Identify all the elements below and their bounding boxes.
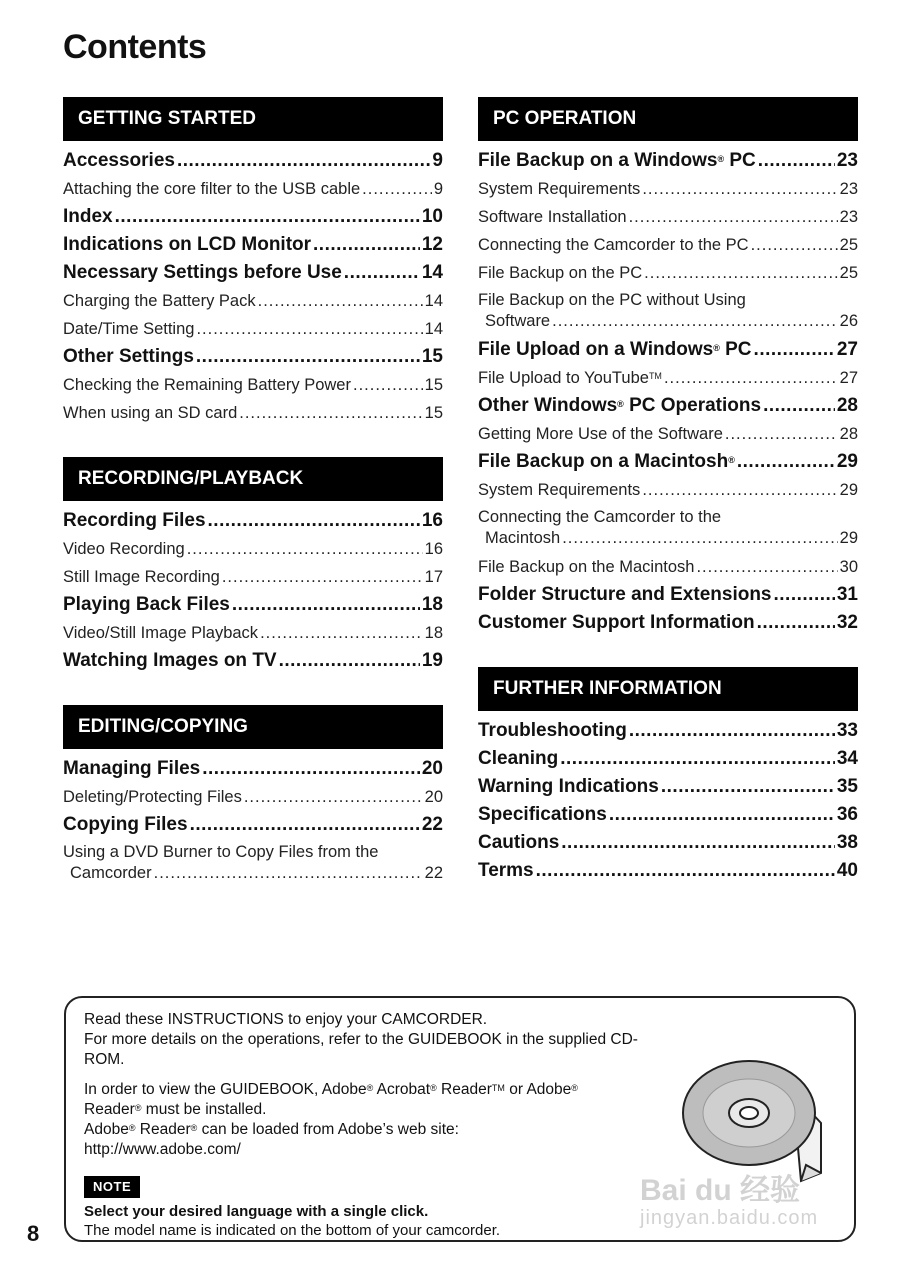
toc-entry-title bbox=[478, 745, 558, 773]
toc-entry-text: Terms bbox=[478, 860, 534, 881]
page-number: 8 bbox=[27, 1221, 40, 1246]
toc-entry-title bbox=[63, 647, 277, 675]
toc-entry-title bbox=[63, 619, 258, 647]
toc-entry[interactable] bbox=[478, 420, 858, 448]
note-bold-text: Select your desired language with a single click. bbox=[84, 1203, 429, 1220]
toc-entry-page: 23 bbox=[839, 180, 858, 198]
toc-entry-line2 bbox=[478, 311, 858, 332]
info-text-span: can be loaded from Adobe’s web site: bbox=[197, 1121, 459, 1138]
registered-mark: ® bbox=[190, 1123, 198, 1133]
dot-leader bbox=[196, 343, 420, 371]
toc-entry-text: Other Windows bbox=[478, 395, 618, 416]
toc-entry-title bbox=[478, 231, 749, 259]
toc-entry-text: Video Recording bbox=[63, 540, 185, 558]
toc-entry-title bbox=[63, 203, 113, 231]
watermark-url: jingyan.baidu.com bbox=[640, 1207, 819, 1229]
toc-entry-title bbox=[63, 811, 188, 839]
toc-entry-page: 29 bbox=[839, 481, 858, 499]
toc-entry-text: File Backup on the PC bbox=[478, 264, 643, 282]
toc-entry-page: 12 bbox=[421, 234, 443, 255]
toc-entry-page: 35 bbox=[836, 776, 858, 797]
toc-entry[interactable] bbox=[478, 829, 858, 857]
dot-leader bbox=[754, 336, 835, 364]
toc-entry-title bbox=[478, 175, 640, 203]
toc-entry-text-after: PC Operations bbox=[623, 395, 762, 416]
toc-entry-page: 15 bbox=[424, 376, 443, 394]
toc-entry[interactable] bbox=[478, 581, 858, 609]
dot-leader bbox=[202, 755, 420, 783]
dot-leader bbox=[561, 829, 835, 857]
toc-entry[interactable] bbox=[63, 175, 443, 203]
toc-entry[interactable] bbox=[478, 553, 858, 581]
dot-leader bbox=[609, 801, 835, 829]
toc-entry-page: 14 bbox=[424, 320, 443, 338]
toc-entry[interactable] bbox=[63, 287, 443, 315]
toc-entry[interactable] bbox=[478, 448, 858, 476]
toc-entry-title bbox=[478, 581, 772, 609]
dot-leader bbox=[258, 287, 423, 315]
toc-entry-page: 27 bbox=[836, 339, 858, 360]
toc-entry[interactable] bbox=[478, 476, 858, 504]
info-text-span: Reader bbox=[436, 1081, 492, 1098]
toc-entry-page: 30 bbox=[839, 558, 858, 576]
toc-entry-title-cont: Software bbox=[485, 312, 551, 330]
toc-entry-title bbox=[63, 259, 342, 287]
right-column bbox=[478, 97, 858, 915]
toc-entry-page: 38 bbox=[836, 832, 858, 853]
toc-entry-text: Video/Still Image Playback bbox=[63, 624, 259, 642]
section-header: FURTHER INFORMATION bbox=[478, 667, 858, 711]
toc-entry[interactable] bbox=[478, 507, 858, 549]
trademark-mark: ® bbox=[617, 399, 624, 409]
toc-entry-title bbox=[63, 231, 311, 259]
toc-entry-text: When using an SD card bbox=[63, 404, 238, 422]
dot-leader bbox=[536, 857, 835, 885]
note-badge: NOTE bbox=[84, 1176, 140, 1198]
toc-entry-page: 17 bbox=[424, 568, 443, 586]
toc-entry-text: Index bbox=[63, 206, 113, 227]
toc-entry-text: Connecting the Camcorder to the PC bbox=[478, 236, 749, 254]
toc-entry-page: 10 bbox=[421, 206, 443, 227]
toc-entry-page: 32 bbox=[836, 612, 858, 633]
dot-leader bbox=[661, 773, 835, 801]
toc-entry-page: 18 bbox=[421, 594, 443, 615]
toc-entry-title bbox=[63, 287, 256, 315]
toc-entry-page: 9 bbox=[432, 150, 443, 171]
toc-entry-title bbox=[478, 801, 607, 829]
section-header: PC OPERATION bbox=[478, 97, 858, 141]
toc-entry-text: Cleaning bbox=[478, 748, 559, 769]
trademark-mark: TM bbox=[648, 371, 662, 381]
toc-entry[interactable] bbox=[478, 717, 858, 745]
toc-entry-title bbox=[478, 420, 723, 448]
dot-leader bbox=[552, 311, 838, 332]
toc-entry-page: 15 bbox=[421, 346, 443, 367]
toc-entry[interactable] bbox=[478, 392, 858, 420]
dot-leader bbox=[244, 783, 423, 811]
toc-entry-text: Checking the Remaining Battery Power bbox=[63, 376, 351, 394]
watermark bbox=[640, 1165, 818, 1230]
toc-entry-text: File Upload to YouTube bbox=[478, 369, 649, 387]
dot-leader bbox=[279, 647, 420, 675]
toc-entry-title bbox=[63, 755, 200, 783]
toc-entry-page: 9 bbox=[433, 180, 443, 198]
toc-entry-text: File Upload on a Windows bbox=[478, 339, 714, 360]
dot-leader bbox=[774, 581, 835, 609]
toc-entry[interactable] bbox=[478, 336, 858, 364]
toc-entry[interactable] bbox=[478, 745, 858, 773]
toc-entry-page: 40 bbox=[836, 860, 858, 881]
toc-entry-title bbox=[478, 203, 627, 231]
registered-mark: ® bbox=[430, 1083, 437, 1093]
dot-leader bbox=[313, 231, 420, 259]
toc-entry[interactable] bbox=[63, 563, 443, 591]
toc-entry-title bbox=[478, 392, 761, 420]
toc-entry-page: 36 bbox=[836, 804, 858, 825]
toc-entry-text: Date/Time Setting bbox=[63, 320, 195, 338]
info-line: Read these INSTRUCTIONS to enjoy your CAMCORDER. bbox=[84, 1011, 488, 1028]
toc-entry[interactable] bbox=[478, 773, 858, 801]
dot-leader bbox=[177, 147, 430, 175]
toc-section bbox=[63, 97, 443, 427]
left-column bbox=[63, 97, 443, 914]
toc-entry-text: Playing Back Files bbox=[63, 594, 230, 615]
toc-entry[interactable] bbox=[63, 755, 443, 783]
toc-entry-text: System Requirements bbox=[478, 481, 641, 499]
toc-entry[interactable] bbox=[478, 364, 858, 392]
dot-leader bbox=[725, 420, 838, 448]
info-text bbox=[84, 1010, 664, 1240]
toc-entry-title bbox=[63, 507, 206, 535]
toc-entry-page: 19 bbox=[421, 650, 443, 671]
dot-leader bbox=[560, 745, 835, 773]
toc-entry-text: Troubleshooting bbox=[478, 720, 627, 741]
toc-entry-page: 22 bbox=[424, 864, 443, 882]
toc-entry[interactable] bbox=[63, 811, 443, 839]
toc-entry[interactable] bbox=[63, 315, 443, 343]
toc-entry[interactable] bbox=[478, 259, 858, 287]
info-text-span: Reader bbox=[84, 1101, 135, 1118]
trademark-mark: ® bbox=[717, 154, 725, 164]
watermark-line: Bai du 经验 bbox=[640, 1174, 801, 1207]
dot-leader bbox=[362, 175, 432, 203]
info-text-span: must be installed. bbox=[141, 1101, 267, 1118]
toc-entry[interactable] bbox=[478, 290, 858, 332]
dot-leader bbox=[115, 203, 420, 231]
toc-entry-page: 23 bbox=[839, 208, 858, 226]
toc-entry[interactable] bbox=[63, 399, 443, 427]
dot-leader bbox=[154, 863, 423, 884]
toc-entry-title bbox=[478, 336, 752, 364]
toc-entry-title bbox=[478, 829, 559, 857]
toc-section bbox=[63, 705, 443, 884]
registered-mark: ® bbox=[366, 1083, 374, 1093]
registered-mark: ® bbox=[571, 1083, 578, 1093]
toc-entry-title-cont: Camcorder bbox=[70, 864, 152, 882]
toc-entry-title: Using a DVD Burner to Copy Files from the bbox=[63, 843, 379, 861]
toc-entry-text: File Backup on a Macintosh bbox=[478, 451, 729, 472]
dot-leader bbox=[232, 591, 420, 619]
toc-entry-line2 bbox=[63, 863, 443, 884]
toc-entry[interactable] bbox=[63, 842, 443, 884]
toc-entry-page: 14 bbox=[424, 292, 443, 310]
toc-entry-text: Warning Indications bbox=[478, 776, 659, 797]
dot-leader bbox=[642, 175, 837, 203]
toc-entry-page: 23 bbox=[836, 150, 858, 171]
dot-leader bbox=[642, 476, 837, 504]
toc-entry-page: 29 bbox=[839, 529, 858, 547]
dot-leader bbox=[187, 535, 423, 563]
toc-entry-page: 20 bbox=[421, 758, 443, 779]
trademark-mark: ® bbox=[713, 343, 720, 353]
dot-leader bbox=[239, 399, 422, 427]
toc-entry[interactable] bbox=[63, 259, 443, 287]
trademark-mark: ® bbox=[728, 455, 735, 465]
toc-entry-title bbox=[63, 783, 242, 811]
info-line: For more details on the operations, refer to the GUIDEBOOK in the supplied CD-ROM. bbox=[84, 1031, 638, 1068]
dot-leader bbox=[562, 528, 837, 549]
dot-leader bbox=[737, 448, 835, 476]
toc-entry-page: 16 bbox=[421, 510, 443, 531]
toc-entry-text: Still Image Recording bbox=[63, 568, 220, 586]
toc-entry-text: Recording Files bbox=[63, 510, 206, 531]
toc-entry-page: 27 bbox=[839, 369, 858, 387]
dot-leader bbox=[644, 259, 837, 287]
toc-entry-page: 16 bbox=[424, 540, 443, 558]
info-paragraph-2 bbox=[84, 1080, 664, 1160]
dot-leader bbox=[696, 553, 837, 581]
toc-section bbox=[478, 667, 858, 885]
toc-entry-title bbox=[478, 773, 659, 801]
toc-entry-title bbox=[63, 399, 237, 427]
toc-entry-page: 31 bbox=[836, 584, 858, 605]
section-header: RECORDING/PLAYBACK bbox=[63, 457, 443, 501]
adobe-url[interactable]: http://www.adobe.com/ bbox=[84, 1141, 241, 1158]
toc-entry-text: Copying Files bbox=[63, 814, 188, 835]
toc-entry-text-after: PC bbox=[724, 150, 756, 171]
dot-leader bbox=[260, 619, 423, 647]
page-title: Contents bbox=[63, 28, 207, 66]
toc-entry[interactable] bbox=[63, 783, 443, 811]
toc-entry-title-cont: Macintosh bbox=[485, 529, 561, 547]
toc-entry[interactable] bbox=[63, 507, 443, 535]
toc-entry[interactable] bbox=[63, 619, 443, 647]
toc-entry-title bbox=[63, 371, 351, 399]
toc-entry-text: Indications on LCD Monitor bbox=[63, 234, 312, 255]
toc-entry[interactable] bbox=[63, 647, 443, 675]
toc-entry-title bbox=[478, 717, 627, 745]
toc-entry-line2 bbox=[478, 528, 858, 549]
toc-entry[interactable] bbox=[478, 857, 858, 885]
toc-entry-page: 28 bbox=[836, 395, 858, 416]
dot-leader bbox=[222, 563, 423, 591]
section-header: EDITING/COPYING bbox=[63, 705, 443, 749]
toc-entry-page: 34 bbox=[836, 748, 858, 769]
toc-entry[interactable] bbox=[63, 231, 443, 259]
toc-entry[interactable] bbox=[478, 609, 858, 637]
toc-entry[interactable] bbox=[63, 535, 443, 563]
toc-entry-title bbox=[478, 476, 640, 504]
toc-entry-page: 14 bbox=[421, 262, 443, 283]
section-header: GETTING STARTED bbox=[63, 97, 443, 141]
toc-entry[interactable] bbox=[63, 591, 443, 619]
toc-entry-text: Customer Support Information bbox=[478, 612, 755, 633]
toc-entry-title: Connecting the Camcorder to the bbox=[478, 508, 722, 526]
note-text: The model name is indicated on the bottom of your camcorder. bbox=[84, 1222, 501, 1239]
toc-entry-text: Necessary Settings before Use bbox=[63, 262, 342, 283]
toc-entry-title bbox=[478, 364, 662, 392]
toc-entry-text: Software Installation bbox=[478, 208, 627, 226]
toc-entry-text-after: PC bbox=[719, 339, 752, 360]
toc-entry-title bbox=[478, 448, 735, 476]
toc-entry-text: Cautions bbox=[478, 832, 560, 853]
toc-entry-page: 26 bbox=[839, 312, 858, 330]
toc-entry-text: Managing Files bbox=[63, 758, 201, 779]
toc-entry-title bbox=[63, 535, 185, 563]
toc-entry-title bbox=[63, 175, 360, 203]
toc-entry-text: File Backup on a Windows bbox=[478, 150, 718, 171]
dot-leader bbox=[758, 147, 835, 175]
toc-entry-title bbox=[478, 609, 755, 637]
toc-entry-text: Getting More Use of the Software bbox=[478, 425, 723, 443]
toc-entry-page: 15 bbox=[424, 404, 443, 422]
toc-entry-page: 18 bbox=[424, 624, 443, 642]
info-text-span: In order to view the GUIDEBOOK, Adobe bbox=[84, 1081, 367, 1098]
toc-entry-text: Attaching the core filter to the USB cable bbox=[63, 180, 361, 198]
toc-entry-text: Specifications bbox=[478, 804, 607, 825]
dot-leader bbox=[664, 364, 838, 392]
toc-entry-page: 28 bbox=[839, 425, 858, 443]
toc-entry[interactable] bbox=[478, 175, 858, 203]
toc-entry-title bbox=[63, 563, 220, 591]
toc-entry-text: Accessories bbox=[63, 150, 175, 171]
dot-leader bbox=[190, 811, 420, 839]
toc-entry-text: Other Settings bbox=[63, 346, 194, 367]
toc-entry-page: 29 bbox=[836, 451, 858, 472]
toc-entry-title bbox=[63, 315, 194, 343]
trademark-mark: TM bbox=[491, 1083, 505, 1093]
dot-leader bbox=[196, 315, 422, 343]
toc-entry[interactable] bbox=[63, 203, 443, 231]
toc-entry-text: Watching Images on TV bbox=[63, 650, 277, 671]
dot-leader bbox=[629, 203, 838, 231]
toc-entry-page: 25 bbox=[839, 264, 858, 282]
toc-entry[interactable] bbox=[478, 147, 858, 175]
toc-entry[interactable] bbox=[63, 147, 443, 175]
toc-entry-page: 22 bbox=[421, 814, 443, 835]
dot-leader bbox=[757, 609, 835, 637]
toc-entry[interactable] bbox=[63, 371, 443, 399]
toc-entry-text: Deleting/Protecting Files bbox=[63, 788, 242, 806]
dot-leader bbox=[751, 231, 838, 259]
dot-leader bbox=[344, 259, 420, 287]
info-text-span: Adobe bbox=[84, 1121, 129, 1138]
toc-entry-title: File Backup on the PC without Using bbox=[478, 291, 746, 309]
dot-leader bbox=[763, 392, 835, 420]
info-text-span: Reader bbox=[135, 1121, 191, 1138]
registered-mark: ® bbox=[134, 1103, 142, 1113]
dot-leader bbox=[208, 507, 420, 535]
toc-entry-title bbox=[63, 343, 194, 371]
toc-section bbox=[63, 457, 443, 675]
toc-entry-title bbox=[478, 259, 642, 287]
toc-entry-title bbox=[63, 591, 230, 619]
toc-entry[interactable] bbox=[478, 231, 858, 259]
toc-entry-page: 25 bbox=[839, 236, 858, 254]
toc-entry-title bbox=[63, 147, 175, 175]
dot-leader bbox=[629, 717, 835, 745]
toc-entry-text: File Backup on the Macintosh bbox=[478, 558, 695, 576]
toc-entry-title bbox=[478, 553, 694, 581]
toc-entry-text: Folder Structure and Extensions bbox=[478, 584, 772, 605]
registered-mark: ® bbox=[128, 1123, 136, 1133]
toc-entry[interactable] bbox=[478, 801, 858, 829]
info-paragraph-1 bbox=[84, 1010, 664, 1070]
toc-entry-text: System Requirements bbox=[478, 180, 641, 198]
toc-entry-title bbox=[478, 857, 534, 885]
toc-entry-text: Charging the Battery Pack bbox=[63, 292, 256, 310]
dot-leader bbox=[353, 371, 423, 399]
toc-section bbox=[478, 97, 858, 637]
toc-entry-page: 33 bbox=[836, 720, 858, 741]
toc-entry[interactable] bbox=[63, 343, 443, 371]
info-text-span: or Adobe bbox=[504, 1081, 572, 1098]
toc-entry[interactable] bbox=[478, 203, 858, 231]
toc-entry-page: 20 bbox=[424, 788, 443, 806]
info-text-span: Acrobat bbox=[373, 1081, 431, 1098]
toc-entry-title bbox=[478, 147, 756, 175]
